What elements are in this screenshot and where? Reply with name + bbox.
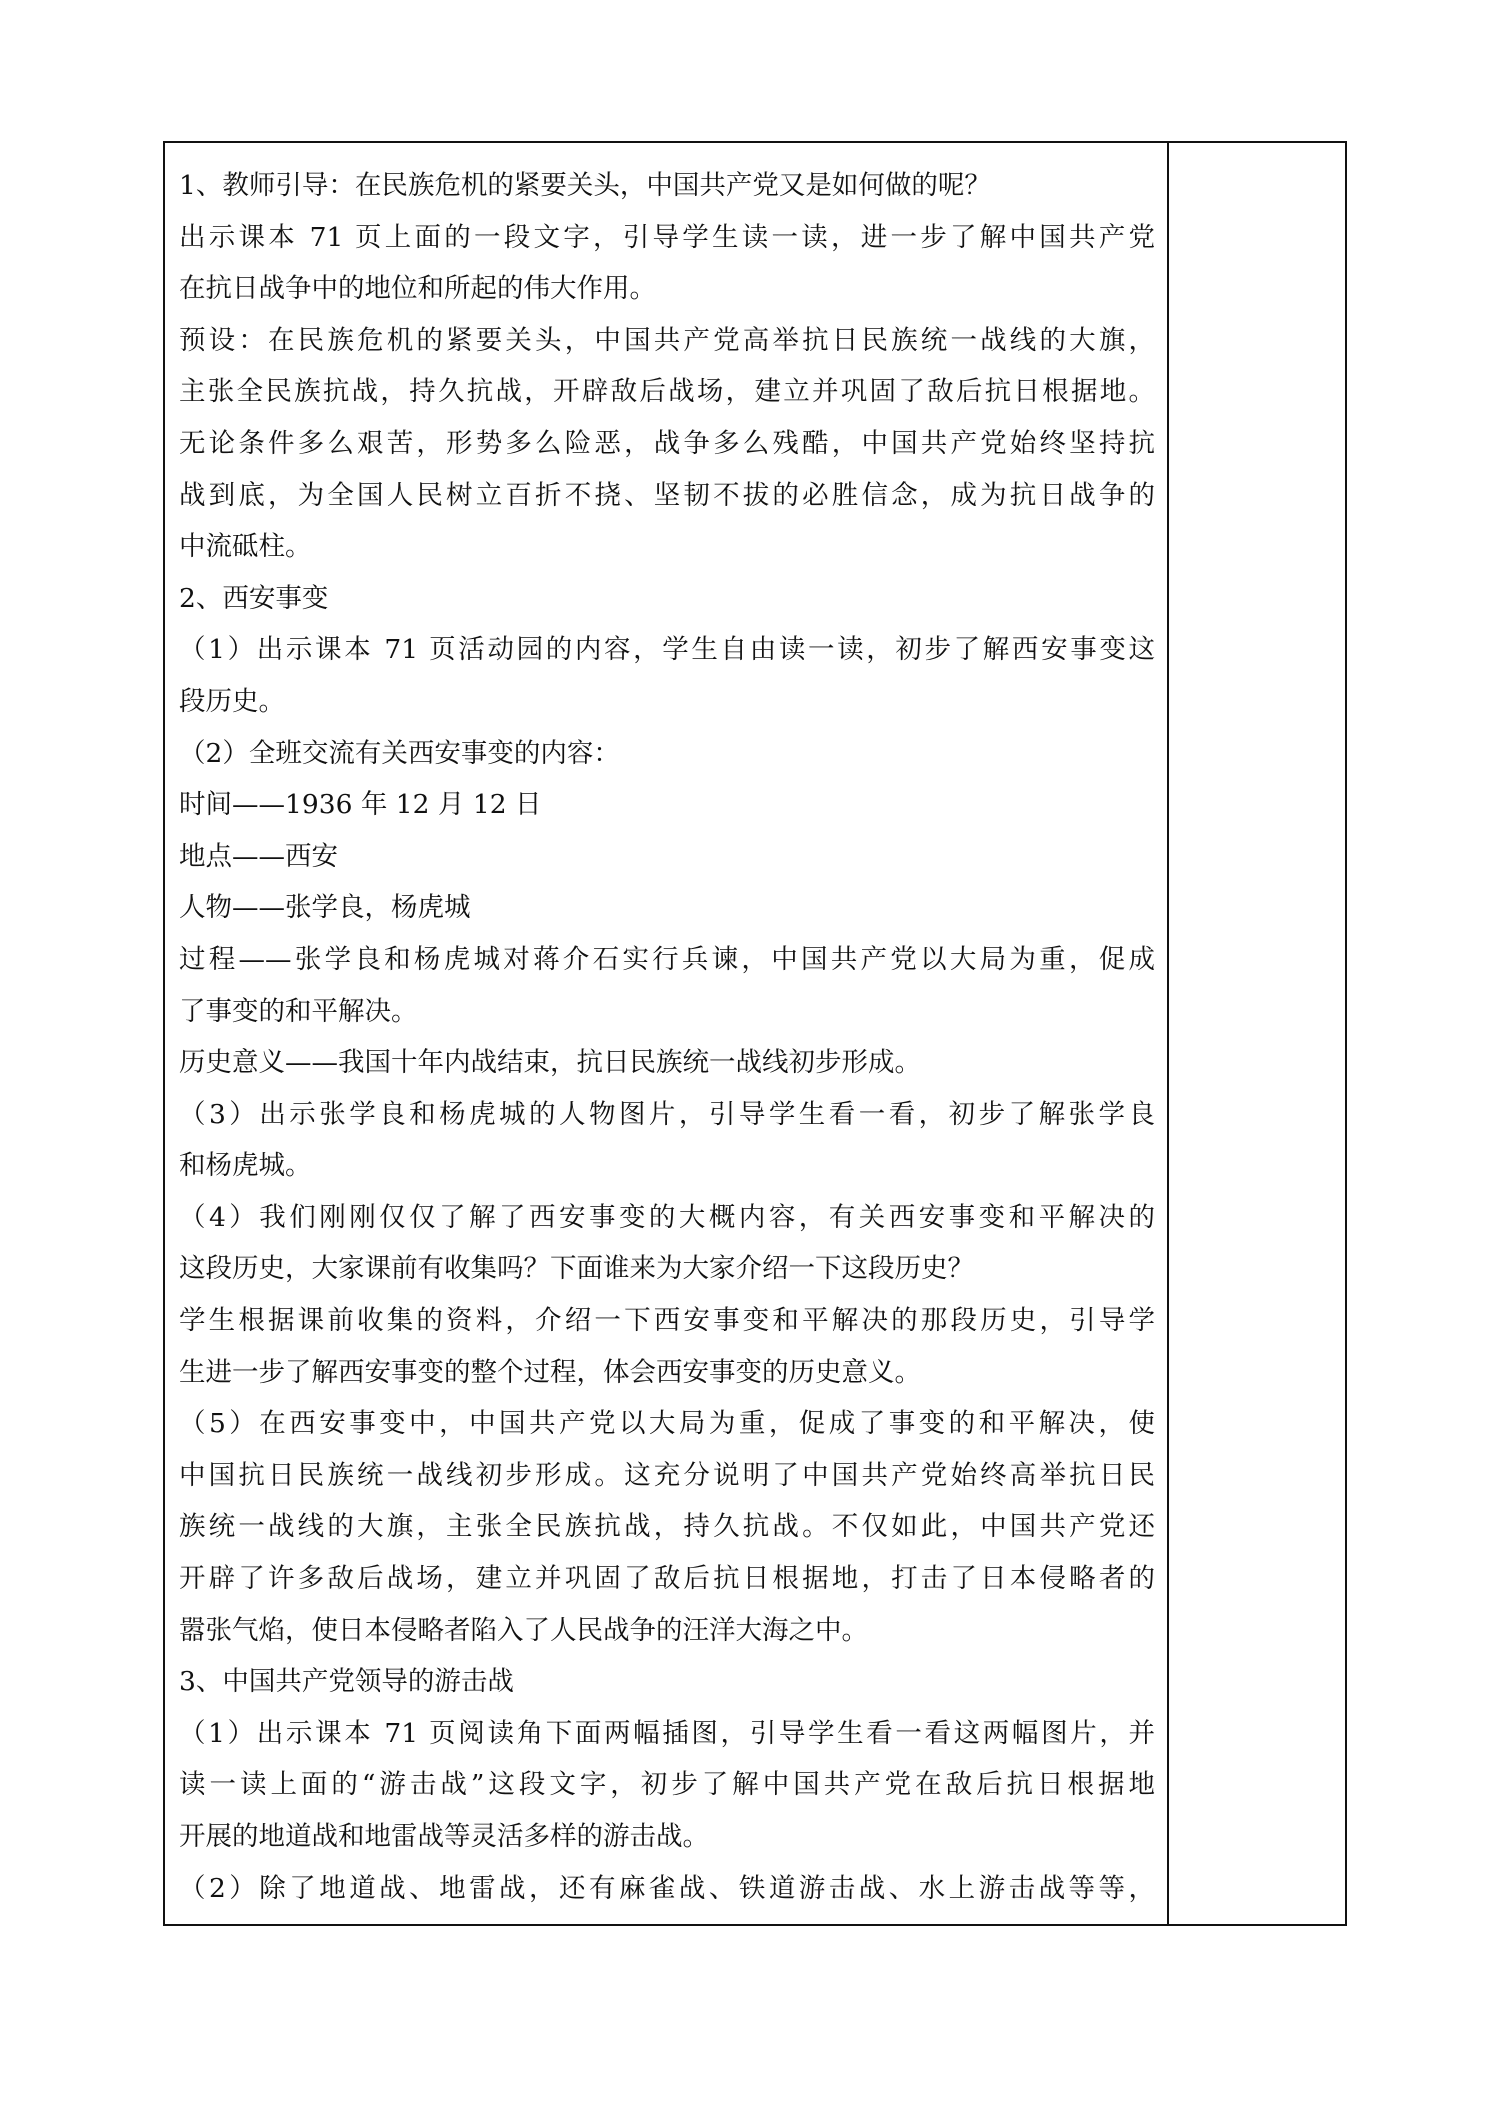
text-line: 中流砥柱。: [179, 531, 312, 563]
text-line: （3）出示张学良和杨虎城的人物图片，引导学生看一看，初步了解张学良: [179, 1098, 1155, 1130]
text-line: （1）出示课本 71 页阅读角下面两幅插图，引导学生看一看这两幅图片，并: [179, 1717, 1155, 1749]
text-line: 学生根据课前收集的资料，介绍一下西安事变和平解决的那段历史，引导学: [179, 1305, 1155, 1337]
text-line: （4）我们刚刚仅仅了解了西安事变的大概内容，有关西安事变和平解决的: [179, 1201, 1155, 1233]
teaching-process-cell: [164, 142, 1168, 1925]
text-line: （2）除了地道战、地雷战，还有麻雀战、铁道游击战、水上游击战等等，: [179, 1872, 1155, 1904]
lesson-plan-table: [163, 141, 1347, 1926]
text-line: 3、中国共产党领导的游击战: [179, 1666, 514, 1698]
text-line: 了事变的和平解决。: [179, 995, 418, 1027]
text-line: 1、教师引导：在民族危机的紧要关头，中国共产党又是如何做的呢？: [179, 170, 991, 201]
text-line: 无论条件多么艰苦，形势多么险恶，战争多么残酷，中国共产党始终坚持抗: [179, 427, 1155, 459]
table-row: [164, 142, 1346, 1925]
text-line: 历史意义——我国十年内战结束，抗日民族统一战线初步形成。: [179, 1047, 921, 1079]
text-line: 生进一步了解西安事变的整个过程，体会西安事变的历史意义。: [179, 1356, 921, 1388]
text-line: 过程——张学良和杨虎城对蒋介石实行兵谏，中国共产党以大局为重，促成: [179, 943, 1155, 975]
text-line: （5）在西安事变中，中国共产党以大局为重，促成了事变的和平解决，使: [179, 1408, 1155, 1440]
text-line: 中国抗日民族统一战线初步形成。这充分说明了中国共产党始终高举抗日民: [179, 1459, 1155, 1491]
text-line: 开辟了许多敌后战场，建立并巩固了敌后抗日根据地，打击了日本侵略者的: [179, 1563, 1155, 1595]
text-line: 战到底，为全国人民树立百折不挠、坚韧不拔的必胜信念，成为抗日战争的: [179, 479, 1155, 511]
text-line: 预设：在民族危机的紧要关头，中国共产党高举抗日民族统一战线的大旗，: [179, 324, 1155, 356]
notes-cell: [1168, 142, 1346, 1925]
text-line: 在抗日战争中的地位和所起的伟大作用。: [179, 273, 656, 305]
text-line: 2、西安事变: [179, 582, 329, 614]
text-line: 嚣张气焰，使日本侵略者陷入了人民战争的汪洋大海之中。: [179, 1614, 868, 1646]
text-line: （2）全班交流有关西安事变的内容：: [179, 737, 620, 769]
teaching-process-text: [165, 143, 1167, 1924]
text-line: 开展的地道战和地雷战等灵活多样的游击战。: [179, 1821, 709, 1852]
text-line: 时间——1936 年 12 月 12 日: [179, 789, 542, 821]
text-line: （1）出示课本 71 页活动园的内容，学生自由读一读，初步了解西安事变这: [179, 634, 1155, 666]
text-line: 族统一战线的大旗，主张全民族抗战，持久抗战。不仅如此，中国共产党还: [179, 1511, 1155, 1543]
text-line: 主张全民族抗战，持久抗战，开辟敌后战场，建立并巩固了敌后抗日根据地。: [179, 376, 1155, 408]
text-line: 出示课本 71 页上面的一段文字，引导学生读一读，进一步了解中国共产党: [179, 221, 1155, 253]
text-line: 段历史。: [179, 685, 285, 717]
text-line: 读一读上面的“游击战”这段文字，初步了解中国共产党在敌后抗日根据地: [179, 1769, 1155, 1801]
text-line: 和杨虎城。: [179, 1150, 312, 1182]
text-line: 人物——张学良，杨虎城: [179, 892, 471, 924]
text-line: 这段历史，大家课前有收集吗？下面谁来为大家介绍一下这段历史？: [179, 1253, 974, 1285]
text-line: 地点——西安: [179, 840, 338, 872]
